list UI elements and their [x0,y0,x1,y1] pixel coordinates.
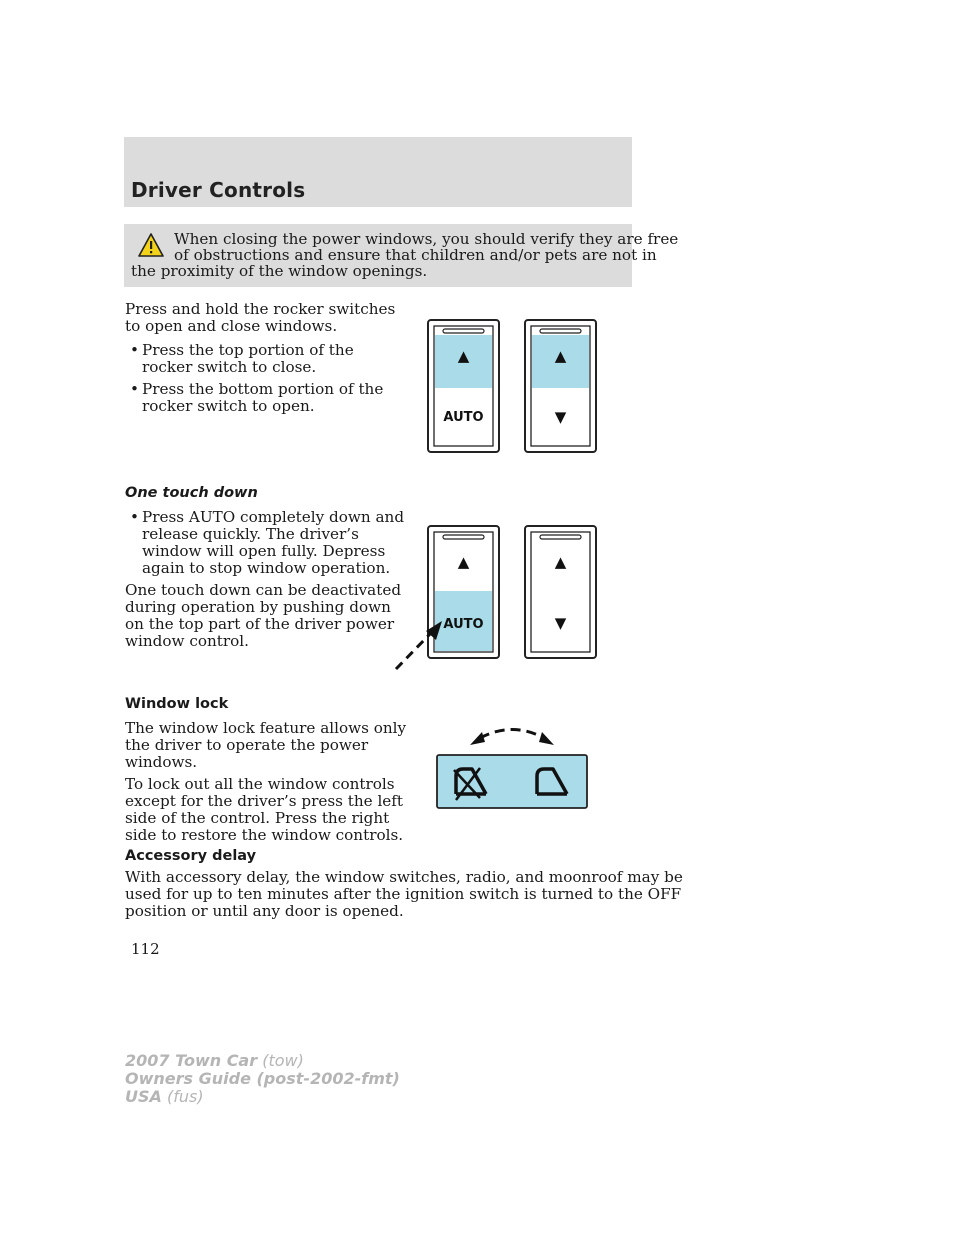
bullet-open-line-1: Press the bottom portion of the [142,380,384,398]
rocker-switches-figure [420,312,610,462]
accessory-delay-heading: Accessory delay [125,848,257,864]
one-touch-bullet-line-1: Press AUTO completely down and [142,508,405,526]
window-lock-figure [430,718,595,813]
up-arrow-icon: ▲ [554,347,567,365]
warning-text-line-2: of obstructions and ensure that children and/or pets are not in [174,246,657,264]
driver-rocker-switch [428,526,499,658]
window-lock-p1-line-3: windows. [125,753,198,771]
intro-line-2: to open and close windows. [125,317,338,335]
window-lock-p2-line-2: except for the driver’s press the left [125,792,404,810]
down-arrow-icon: ▼ [554,614,567,632]
section-title: Driver Controls [131,178,306,202]
bullet-marker: • [130,341,139,359]
up-arrow-icon: ▲ [554,553,567,571]
up-arrow-icon: ▲ [457,553,470,571]
one-touch-para-line-3: on the top part of the driver power [125,615,395,633]
warning-text-line-1: When closing the power windows, you should verify they are free [174,230,679,248]
window-lock-heading: Window lock [125,696,229,712]
rocker-direction-arrow [470,730,554,746]
window-lock-p2-line-4: side to restore the window controls. [125,826,404,844]
warning-text-line-3: the proximity of the window openings. [131,262,428,280]
footer-market-code: (fus) [167,1087,204,1106]
up-arrow-icon: ▲ [457,347,470,365]
footer-line-1 [125,1052,304,1070]
footer-model-code: (tow) [262,1051,304,1070]
one-touch-para-line-4: window control. [125,632,249,650]
bullet-close-line-2: rocker switch to close. [142,358,317,376]
window-lock-p2-line-1: To lock out all the window controls [125,775,395,793]
window-lock-switch [437,755,587,808]
one-touch-bullet-line-2: release quickly. The driver’s [142,525,359,543]
accessory-delay-line-3: position or until any door is opened. [125,902,404,920]
bullet-open-line-2: rocker switch to open. [142,397,315,415]
intro-line-1: Press and hold the rocker switches [125,300,396,318]
one-touch-bullet-line-3: window will open fully. Depress [142,542,386,560]
accessory-delay-line-2: used for up to ten minutes after the ignition switch is turned to the OFF [125,885,682,903]
driver-rocker-switch [428,320,499,452]
one-touch-para-line-1: One touch down can be deactivated [125,581,402,599]
accessory-delay-line-1: With accessory delay, the window switches, radio, and moonroof may be [125,868,683,886]
footer-guide: Owners Guide (post-2002-fmt) [125,1069,400,1088]
auto-label: AUTO [443,617,484,632]
bullet-close-line-1: Press the top portion of the [142,341,354,359]
passenger-rocker-switch [525,320,596,452]
one-touch-heading: One touch down [125,485,258,501]
footer-line-3 [125,1088,204,1106]
window-lock-p1-line-1: The window lock feature allows only [125,719,407,737]
one-touch-bullet-line-4: again to stop window operation. [142,559,391,577]
passenger-rocker-switch [525,526,596,658]
one-touch-para-line-2: during operation by pushing down [125,598,391,616]
bullet-marker: • [130,508,139,526]
warning-triangle-icon [138,233,164,257]
footer-line-2 [125,1070,400,1088]
footer-model: 2007 Town Car [125,1051,258,1070]
one-touch-figure [390,518,610,678]
window-lock-p1-line-2: the driver to operate the power [125,736,369,754]
auto-label: AUTO [443,410,484,425]
window-lock-p2-line-3: side of the control. Press the right [125,809,390,827]
down-arrow-icon: ▼ [554,408,567,426]
page-number: 112 [131,940,160,958]
bullet-marker: • [130,380,139,398]
footer-market: USA [125,1087,162,1106]
